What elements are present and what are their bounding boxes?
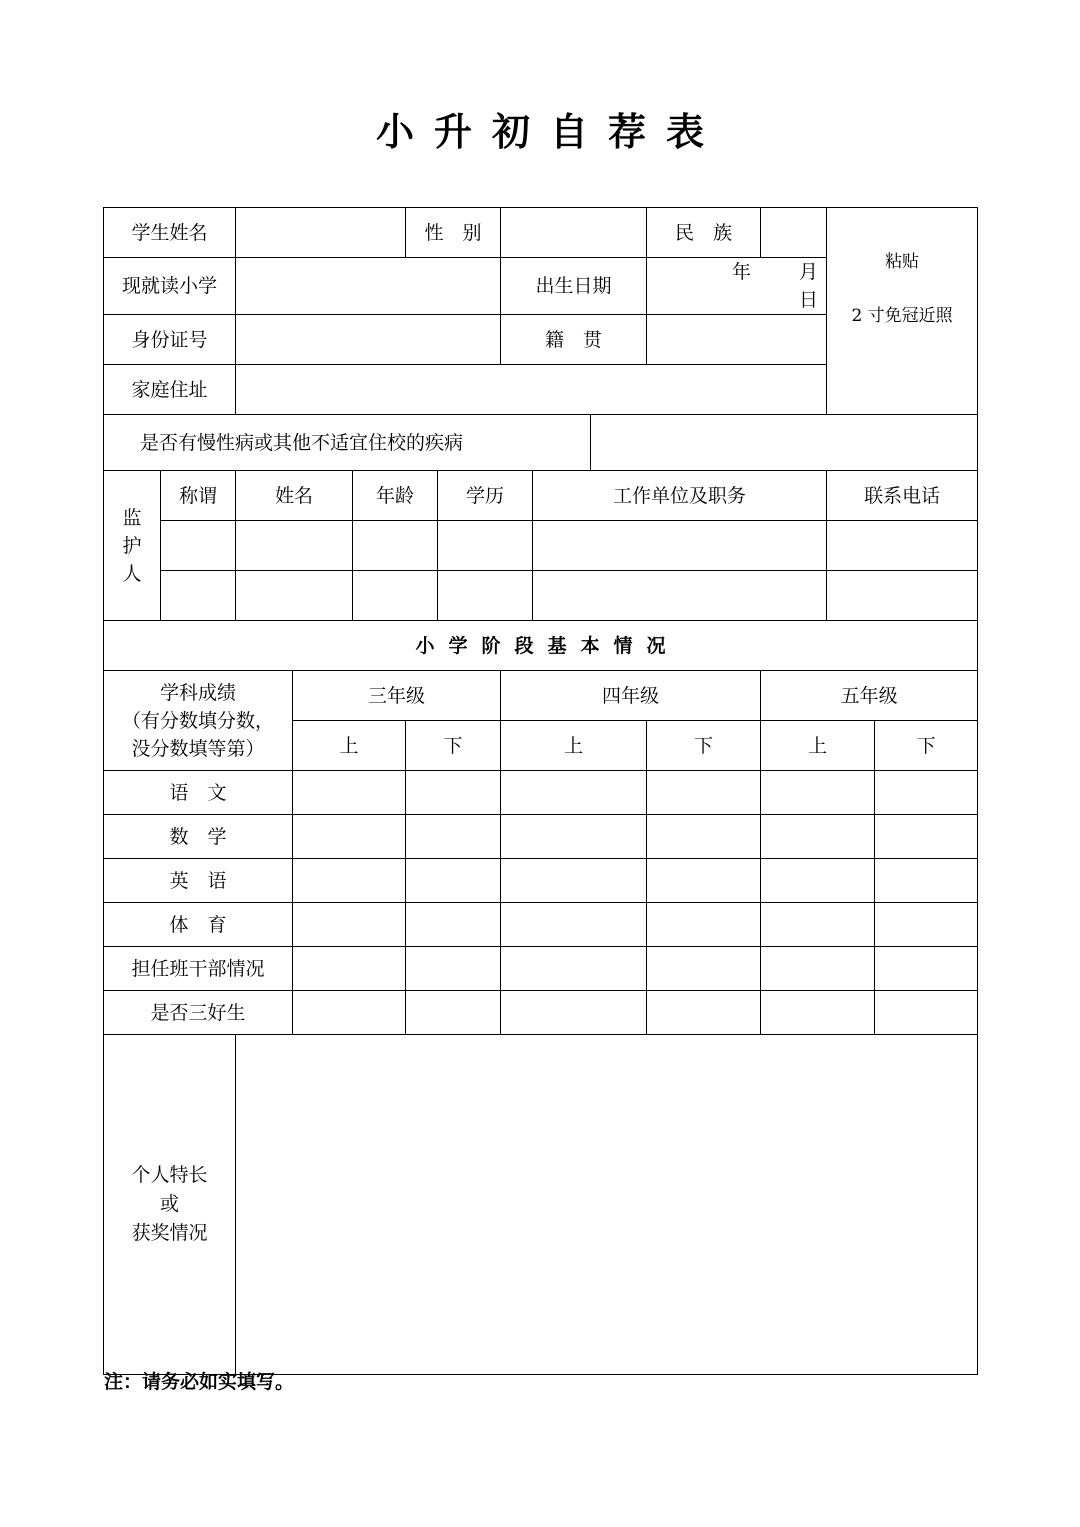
score-field[interactable] (406, 947, 501, 991)
grade-4-header: 四年级 (501, 671, 761, 721)
self-recommendation-form (103, 207, 978, 1375)
home-address-field[interactable] (236, 365, 827, 415)
photo-paste-label: 粘贴 (885, 252, 920, 272)
score-field[interactable] (875, 815, 978, 859)
row-primary-section (104, 621, 978, 671)
score-field[interactable] (501, 947, 647, 991)
score-field[interactable] (293, 859, 406, 903)
student-name-field[interactable] (236, 208, 406, 258)
guardian-2-age-field[interactable] (353, 571, 438, 621)
illness-question-label: 是否有慢性病或其他不适宜住校的疾病 (104, 415, 591, 471)
gender-field[interactable] (501, 208, 647, 258)
subject-label-merit-student: 是否三好生 (104, 991, 293, 1035)
awards-label (104, 1035, 236, 1375)
term-header: 下 (406, 721, 501, 771)
score-field[interactable] (647, 903, 761, 947)
birth-month-label: 月 (799, 261, 819, 283)
awards-label-line-2: 或 (160, 1193, 180, 1215)
score-field[interactable] (647, 771, 761, 815)
guardian-2-relation-field[interactable] (161, 571, 236, 621)
awards-field[interactable] (236, 1035, 978, 1375)
score-field[interactable] (501, 991, 647, 1035)
guardian-col-name: 姓名 (236, 471, 353, 521)
score-field[interactable] (761, 815, 875, 859)
score-field[interactable] (406, 859, 501, 903)
score-field[interactable] (761, 859, 875, 903)
score-field[interactable] (875, 859, 978, 903)
grades-label-line-2: （有分数填分数， (122, 709, 275, 732)
score-field[interactable] (647, 991, 761, 1035)
subject-label-chinese: 语 文 (104, 771, 293, 815)
score-field[interactable] (647, 859, 761, 903)
score-field[interactable] (406, 815, 501, 859)
term-header: 上 (293, 721, 406, 771)
row-student-name (104, 208, 978, 258)
score-field[interactable] (875, 991, 978, 1035)
score-field[interactable] (761, 771, 875, 815)
guardian-col-relation: 称谓 (161, 471, 236, 521)
grade-3-header: 三年级 (293, 671, 501, 721)
subject-row (104, 903, 978, 947)
guardian-row (104, 521, 978, 571)
photo-area[interactable] (827, 208, 978, 415)
birth-date-field[interactable] (647, 258, 827, 315)
guardian-2-employer-field[interactable] (533, 571, 827, 621)
guardian-row (104, 571, 978, 621)
grades-label-line-3: 没分数填等第） (131, 737, 265, 760)
score-field[interactable] (406, 903, 501, 947)
guardian-section-label (104, 471, 161, 621)
score-field[interactable] (875, 771, 978, 815)
birth-day-label: 日 (799, 289, 819, 311)
grades-label-line-1: 学科成绩 (160, 681, 237, 704)
subject-row (104, 815, 978, 859)
score-field[interactable] (406, 771, 501, 815)
native-place-field[interactable] (647, 315, 827, 365)
score-field[interactable] (293, 771, 406, 815)
row-grades-header (104, 671, 978, 721)
term-header: 上 (501, 721, 647, 771)
guardian-1-phone-field[interactable] (827, 521, 978, 571)
ethnicity-field[interactable] (761, 208, 827, 258)
row-guardian-header (104, 471, 978, 521)
guardian-col-employer: 工作单位及职务 (533, 471, 827, 521)
gender-label: 性 别 (406, 208, 501, 258)
guardian-char-3: 人 (122, 562, 142, 585)
subject-row (104, 771, 978, 815)
page-title: 小升初自荐表 (375, 110, 724, 154)
subject-label-class-cadre: 担任班干部情况 (104, 947, 293, 991)
birth-year-label: 年 (731, 261, 751, 283)
guardian-char-2: 护 (122, 534, 142, 557)
grades-label (104, 671, 293, 771)
primary-school-section-title: 小学阶段基本情况 (104, 621, 978, 671)
awards-label-line-3: 获奖情况 (131, 1222, 208, 1244)
score-field[interactable] (501, 859, 647, 903)
score-field[interactable] (293, 991, 406, 1035)
score-field[interactable] (293, 903, 406, 947)
row-illness (104, 415, 978, 471)
guardian-2-phone-field[interactable] (827, 571, 978, 621)
guardian-1-employer-field[interactable] (533, 521, 827, 571)
score-field[interactable] (406, 991, 501, 1035)
term-header: 上 (761, 721, 875, 771)
guardian-col-age: 年龄 (353, 471, 438, 521)
photo-size-label: 2 寸免冠近照 (851, 306, 953, 326)
subject-label-math: 数 学 (104, 815, 293, 859)
score-field[interactable] (293, 815, 406, 859)
grade-5-header: 五年级 (761, 671, 978, 721)
term-header: 下 (647, 721, 761, 771)
guardian-col-education: 学历 (438, 471, 533, 521)
subject-label-english: 英 语 (104, 859, 293, 903)
home-address-label: 家庭住址 (104, 365, 236, 415)
illness-answer-field[interactable] (591, 415, 978, 471)
subject-row (104, 947, 978, 991)
subject-row (104, 859, 978, 903)
subject-label-pe: 体 育 (104, 903, 293, 947)
score-field[interactable] (647, 947, 761, 991)
score-field[interactable] (293, 947, 406, 991)
guardian-1-name-field[interactable] (236, 521, 353, 571)
guardian-col-phone: 联系电话 (827, 471, 978, 521)
awards-label-line-1: 个人特长 (131, 1164, 208, 1186)
guardian-1-relation-field[interactable] (161, 521, 236, 571)
birth-date-label: 出生日期 (501, 258, 647, 315)
term-header: 下 (875, 721, 978, 771)
score-field[interactable] (501, 903, 647, 947)
guardian-1-education-field[interactable] (438, 521, 533, 571)
ethnicity-label: 民 族 (647, 208, 761, 258)
score-field[interactable] (501, 815, 647, 859)
native-place-label: 籍 贯 (501, 315, 647, 365)
id-number-field[interactable] (236, 315, 501, 365)
subject-row (104, 991, 978, 1035)
row-awards (104, 1035, 978, 1375)
score-field[interactable] (761, 903, 875, 947)
guardian-1-age-field[interactable] (353, 521, 438, 571)
score-field[interactable] (647, 815, 761, 859)
guardian-2-name-field[interactable] (236, 571, 353, 621)
score-field[interactable] (501, 771, 647, 815)
guardian-2-education-field[interactable] (438, 571, 533, 621)
footnote: 注：请务必如实填写。 (104, 1371, 295, 1393)
student-name-label: 学生姓名 (104, 208, 236, 258)
score-field[interactable] (761, 991, 875, 1035)
guardian-char-1: 监 (122, 506, 142, 529)
score-field[interactable] (875, 903, 978, 947)
score-field[interactable] (875, 947, 978, 991)
score-field[interactable] (761, 947, 875, 991)
school-label: 现就读小学 (104, 258, 236, 315)
school-field[interactable] (236, 258, 501, 315)
id-number-label: 身份证号 (104, 315, 236, 365)
